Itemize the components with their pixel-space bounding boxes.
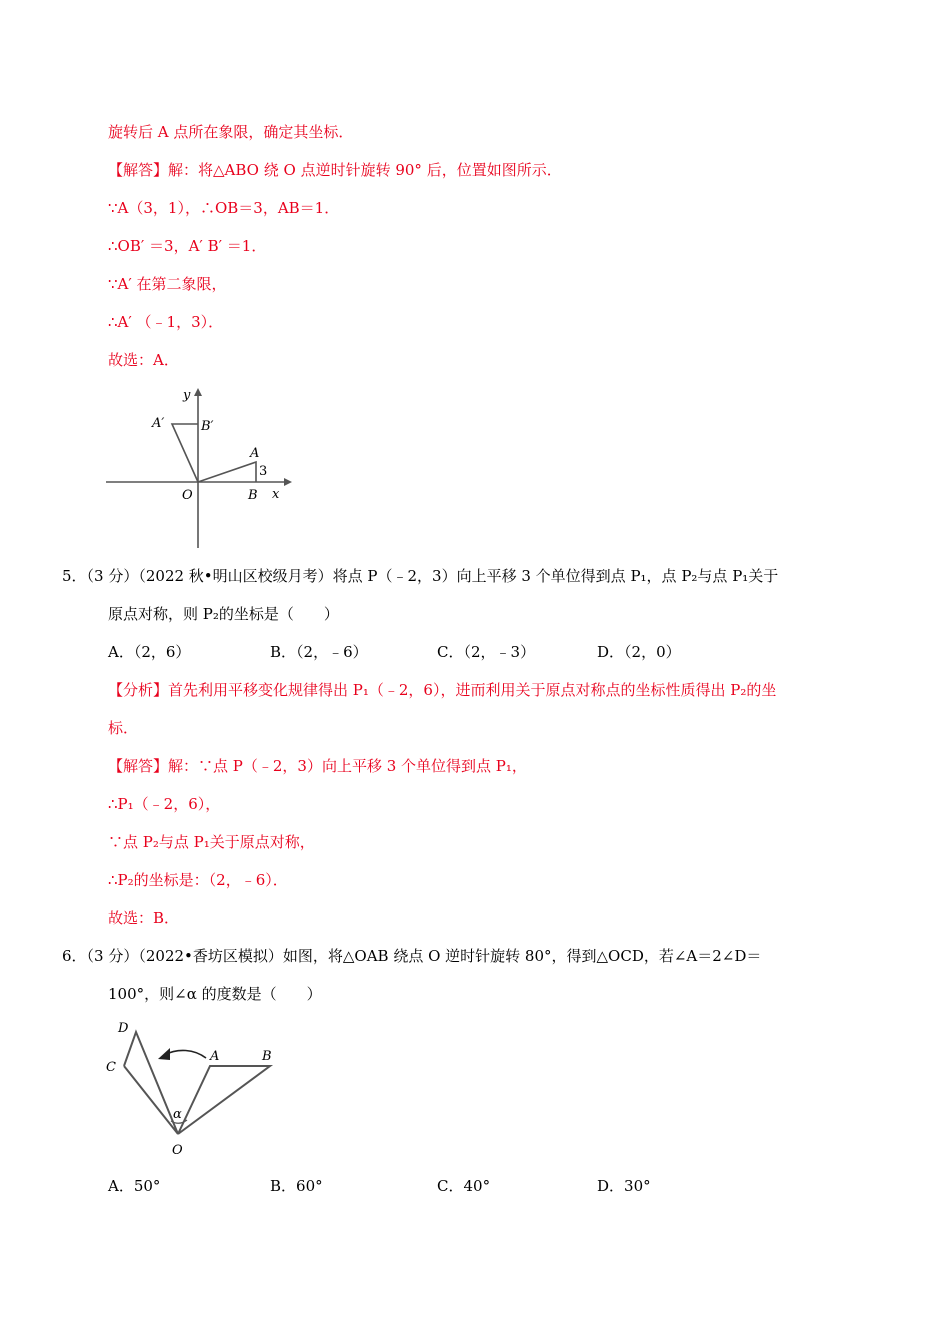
- q4-solution-line-3: ∵A（3，1），∴OB＝3，AB＝1．: [108, 199, 340, 217]
- q5-solution-line-1: 【解答】解：∵点 P（﹣2，3）向上平移 3 个单位得到点 P₁，: [108, 757, 527, 775]
- q5-option-c: C．（2，﹣3）: [437, 643, 536, 661]
- label-three: 3: [259, 464, 268, 479]
- label-o: O: [182, 488, 193, 503]
- q4-solution-line-1: 旋转后 A 点所在象限，确定其坐标．: [108, 123, 354, 141]
- label-b-prime: B′: [201, 419, 214, 434]
- rotation-arrowhead: [158, 1048, 170, 1060]
- label-c: C: [106, 1060, 116, 1075]
- q5-analysis-line-2: 标．: [108, 719, 139, 737]
- triangle-oab: [178, 1066, 270, 1134]
- q6-option-d: D．30°: [597, 1177, 651, 1195]
- x-axis-arrow: [284, 478, 292, 486]
- q5-option-b: B．（2，﹣6）: [270, 643, 368, 661]
- triangle-rotation-figure: [100, 1018, 300, 1163]
- label-b: B: [262, 1049, 272, 1064]
- triangle-ocd: [124, 1032, 178, 1134]
- label-alpha: α: [173, 1107, 182, 1122]
- q5-solution-line-5: 故选：B．: [108, 909, 180, 927]
- triangle-aob: [198, 462, 256, 482]
- label-a: A: [210, 1049, 220, 1064]
- label-a: A: [250, 446, 260, 461]
- q5-option-d: D．（2，0）: [597, 643, 681, 661]
- q4-solution-line-2: 【解答】解：将△ABO 绕 O 点逆时针旋转 90° 后，位置如图所示．: [108, 161, 562, 179]
- label-y: y: [183, 388, 191, 403]
- rotation-figure: [100, 380, 300, 550]
- q4-solution-line-5: ∵A′ 在第二象限，: [108, 275, 227, 293]
- label-o: O: [172, 1143, 183, 1158]
- label-b: B: [248, 488, 258, 503]
- q4-solution-line-6: ∴A′ （﹣1，3）．: [108, 313, 224, 331]
- q6-option-b: B．60°: [270, 1177, 323, 1195]
- rotation-arrow: [164, 1050, 206, 1058]
- q5-option-a: A．（2，6）: [108, 643, 191, 661]
- q6-option-a: A．50°: [108, 1177, 161, 1195]
- q6-stem-line-2: 100°，则∠α 的度数是（ ）: [108, 985, 322, 1003]
- label-x: x: [272, 487, 280, 502]
- q5-solution-line-3: ∵点 P₂与点 P₁关于原点对称，: [108, 833, 315, 851]
- triangle-a-prime: [172, 424, 198, 482]
- q5-analysis-line-1: 【分析】首先利用平移变化规律得出 P₁（﹣2，6），进而利用关于原点对称点的坐标性质得出 P₂的坐: [108, 681, 777, 699]
- q6-option-c: C．40°: [437, 1177, 491, 1195]
- q4-solution-line-7: 故选：A．: [108, 351, 179, 369]
- q6-stem-line-1: 6．（3 分）（2022•香坊区模拟）如图，将△OAB 绕点 O 逆时针旋转 80°，得到△OCD，若∠A＝2∠D＝: [62, 947, 762, 965]
- q5-stem-line-2: 原点对称，则 P₂的坐标是（ ）: [108, 605, 339, 623]
- y-axis-arrow: [194, 388, 202, 396]
- q4-solution-line-4: ∴OB′ ＝3，A′ B′ ＝1．: [108, 237, 267, 255]
- q5-stem-line-1: 5．（3 分）（2022 秋•明山区校级月考）将点 P（﹣2，3）向上平移 3 个单位得到点 P₁，点 P₂与点 P₁关于: [62, 567, 779, 585]
- label-a-prime: A′: [152, 416, 165, 431]
- label-d: D: [118, 1021, 129, 1036]
- q5-solution-line-2: ∴P₁（﹣2，6），: [108, 795, 221, 813]
- q5-solution-line-4: ∴P₂的坐标是：（2，﹣6）．: [108, 871, 288, 889]
